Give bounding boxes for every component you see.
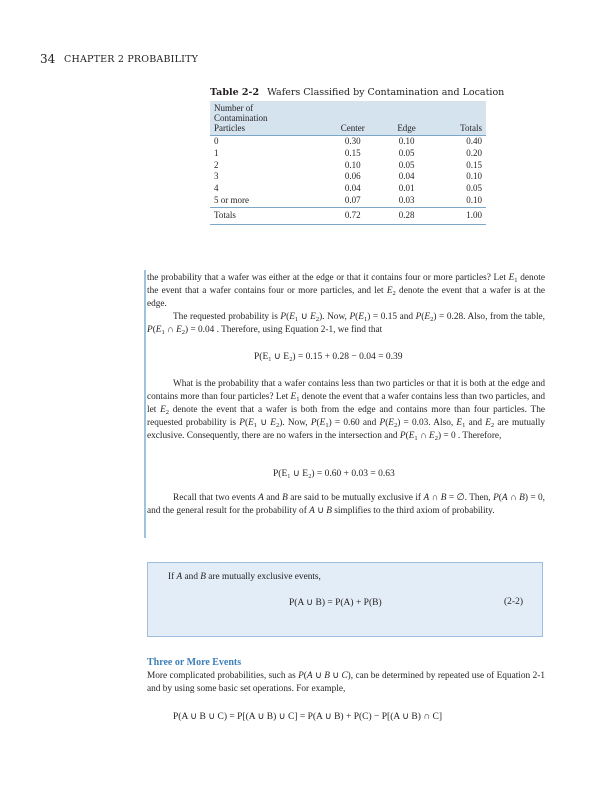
header-particles: Number of Contamination Particles bbox=[210, 101, 323, 136]
table-title: Wafers Classified by Contamination and Location bbox=[267, 87, 505, 98]
box-intro: If A and B are mutually exclusive events, bbox=[168, 572, 321, 582]
wafer-table bbox=[210, 101, 486, 225]
table-row: 5 or more 0.07 0.03 0.10 bbox=[214, 194, 482, 205]
running-header: CHAPTER 2 PROBABILITY bbox=[64, 54, 199, 65]
table-row: 1 0.15 0.05 0.20 bbox=[214, 147, 482, 158]
paragraph-5: More complicated probabilities, such as P(A ∪ B ∪ C), can be determined by repeated use of Equation 2-1 and by using some basic set operations. For example, bbox=[147, 671, 545, 695]
equation-3: P(A ∪ B ∪ C) = P[(A ∪ B) ∪ C] = P(A ∪ B) + P(C) − P[(A ∪ B) ∩ C] bbox=[173, 712, 443, 722]
equation-1: P(E₁ ∪ E₂) = 0.15 + 0.28 − 0.04 = 0.39 bbox=[254, 352, 403, 362]
table-row: 4 0.04 0.01 0.05 bbox=[214, 183, 482, 194]
equation-2: P(E₁ ∪ E₂) = 0.60 + 0.03 = 0.63 bbox=[273, 469, 395, 479]
header-edge: Edge bbox=[382, 101, 431, 136]
paragraph-4: Recall that two events A and B are said to be mutually exclusive if A ∩ B = ∅. Then, P(A ∩ B) = 0, and the general result for the probability of A ∪ B simplifies to the third axiom of probability. bbox=[147, 493, 546, 517]
table-row: 2 0.10 0.05 0.15 bbox=[214, 159, 482, 170]
table-row: 3 0.06 0.04 0.10 bbox=[214, 171, 482, 182]
table-totals-row: Totals 0.72 0.28 1.00 bbox=[210, 207, 486, 224]
equation-number: (2-2) bbox=[504, 597, 523, 607]
table-header-row bbox=[210, 101, 486, 136]
table-row: 0 0.30 0.10 0.40 bbox=[214, 136, 482, 146]
boxed-equation: P(A ∪ B) = P(A) + P(B) bbox=[289, 598, 382, 608]
section-title: Three or More Events bbox=[147, 657, 242, 668]
header-totals: Totals bbox=[431, 101, 486, 136]
margin-rule bbox=[144, 270, 146, 538]
table-caption bbox=[210, 87, 504, 98]
paragraph-1: the probability that a wafer was either at the edge or that it contains four or more particles? Let $E_1$ denote the event that a wafer contains four or more particles, and let $E_2$ denote the event that a wafer is at the edge. bbox=[147, 273, 546, 310]
paragraph-3: What is the probability that a wafer contains less than two particles or that it is both at the edge and contains more than four particles? Let $E_1$ denote the event that a wafer contains less than two particles, and let $E_2$ denote the event that a wafer is both from the edge and contains more than four particles. The requested probability is $P(E_1$ ∪ $E_2$). Now, $P(E_1) = 0.60$ and $P(E_2) = 0.03$. Also, $E_1$ and $E_2$ are mutually exclusive. Consequently, there are no wafers in the intersection and $P(E_1$ ∩ $E_2) = 0$ . Therefore, bbox=[147, 379, 545, 443]
page-number: 34 bbox=[40, 52, 56, 66]
paragraph-2: The requested probability is $P(E_1$ ∪ $E_2$). Now, $P(E_1) = 0.15$ and $P(E_2) = 0.28$. Also, from the table, $P(E_1$ ∩ $E_2) = 0.04$ . Therefore, using Equation 2-1, we find that bbox=[147, 312, 545, 337]
header-center: Center bbox=[323, 101, 382, 136]
table-label: Table 2-2 bbox=[210, 87, 260, 98]
